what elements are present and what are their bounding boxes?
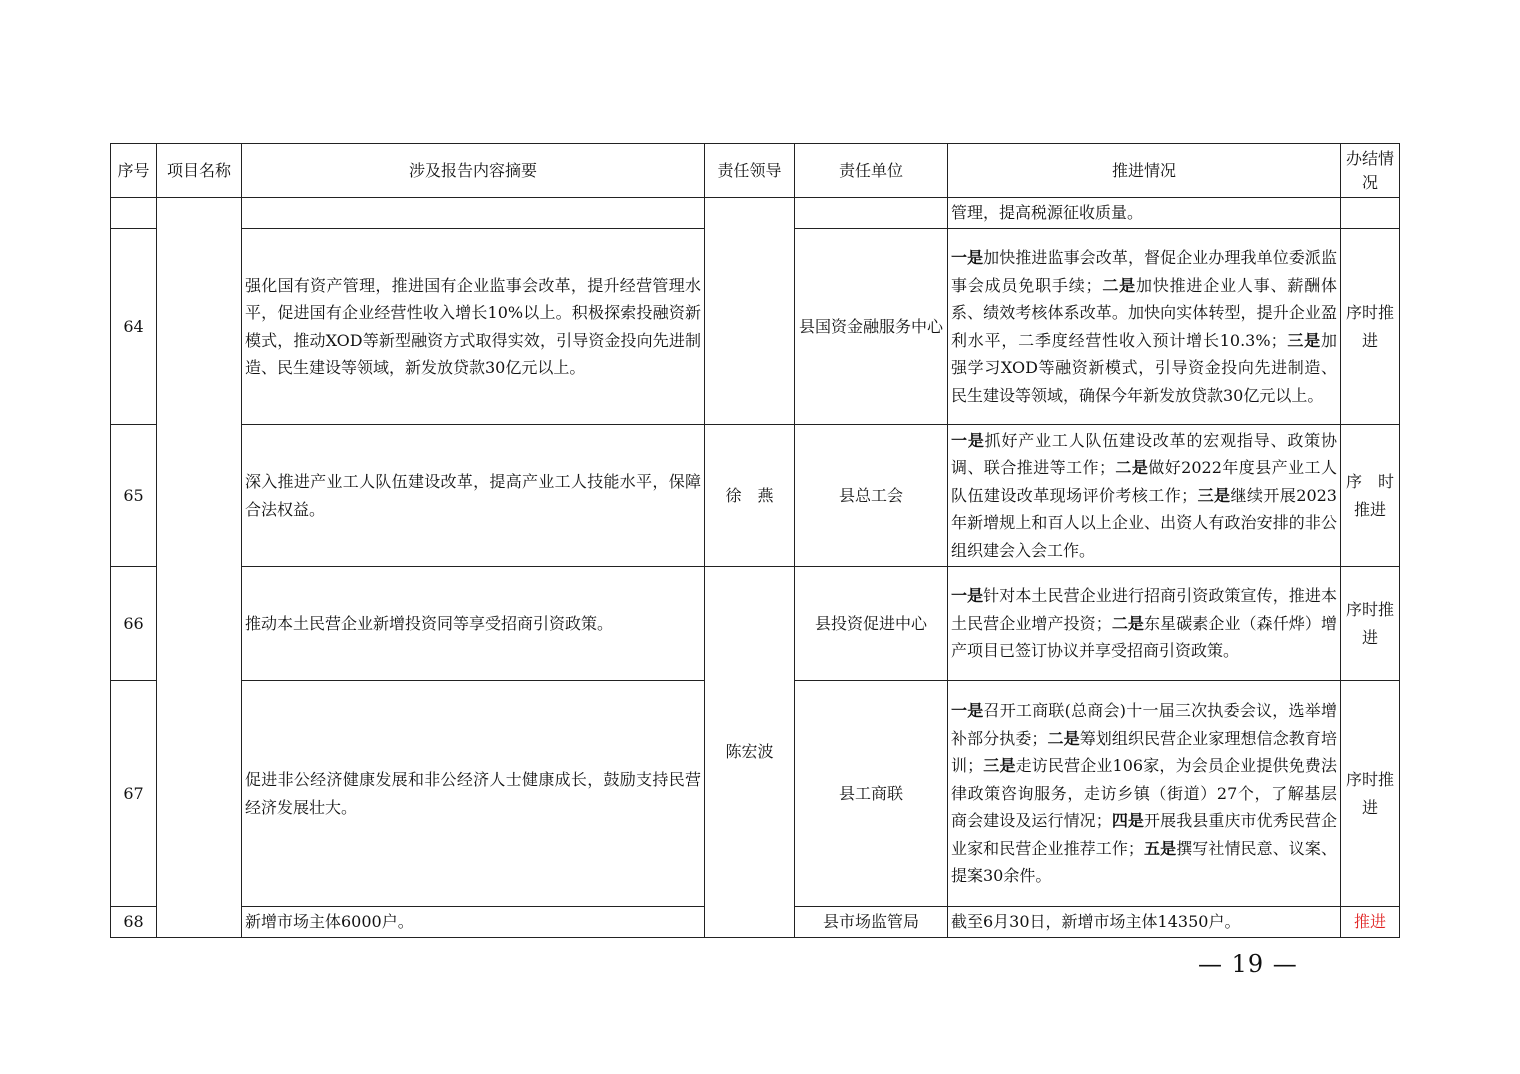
keyword: 二是: [1101, 275, 1136, 295]
progress-text: 开展我县重庆市优秀民营企业家和民营企业推荐工作；: [951, 811, 1337, 858]
keyword: 四是: [1111, 811, 1145, 831]
table-row: [111, 198, 1400, 229]
status-cell: 推进: [1341, 907, 1400, 938]
header-row: [111, 144, 1400, 198]
seq-cell: 65: [111, 425, 157, 567]
summary-cell: 促进非公经济健康发展和非公经济人士健康成长，鼓励支持民营经济发展壮大。: [242, 681, 705, 907]
summary-cell: 新增市场主体6000户。: [242, 907, 705, 938]
progress-cell: 截至6月30日，新增市场主体14350户。: [948, 907, 1341, 938]
keyword: 三是: [1286, 330, 1321, 350]
seq-cell: 64: [111, 229, 157, 425]
table-row: [111, 567, 1400, 681]
seq-cell: 66: [111, 567, 157, 681]
unit-cell: 县国资金融服务中心: [795, 229, 948, 425]
summary-cell: [242, 198, 705, 229]
keyword: 三是: [1197, 485, 1231, 505]
progress-cell: [948, 681, 1341, 907]
keyword: 一是: [951, 430, 985, 450]
status-cell: [1341, 198, 1400, 229]
keyword: 二是: [1047, 728, 1080, 748]
progress-cell: [948, 229, 1341, 425]
summary-cell: 推动本土民营企业新增投资同等享受招商引资政策。: [242, 567, 705, 681]
seq-cell: 68: [111, 907, 157, 938]
status-cell: 序 时推进: [1341, 425, 1400, 567]
summary-cell: 深入推进产业工人队伍建设改革，提高产业工人技能水平，保障合法权益。: [242, 425, 705, 567]
leader-cell: [705, 198, 795, 425]
progress-text: 加快推进监事会改革，督促企业办理我单位委派监事会成员免职手续；: [951, 248, 1337, 295]
progress-text: 针对本土民营企业进行招商引资政策宣传，推进本土民营企业增产投资；: [951, 586, 1337, 633]
status-cell: 序时推进: [1341, 229, 1400, 425]
unit-cell: [795, 198, 948, 229]
header-unit: 责任单位: [795, 144, 948, 198]
progress-text: 抓好产业工人队伍建设改革的宏观指导、政策协调、联合推进等工作；: [951, 430, 1337, 478]
progress-text: 走访民营企业106家，为会员企业提供免费法律政策咨询服务，走访乡镇（街道）27个，了解基层商会建设及运行情况；: [951, 756, 1337, 831]
seq-cell: 67: [111, 681, 157, 907]
seq-cell: [111, 198, 157, 229]
progress-text: 东星碳素企业（森仟烨）增产项目已签订协议并享受招商引资政策。: [951, 613, 1337, 661]
header-status: 办结情况: [1341, 144, 1400, 198]
header-summary: 涉及报告内容摘要: [242, 144, 705, 198]
keyword: 一是: [951, 586, 984, 606]
header-seq: 序号: [111, 144, 157, 198]
header-progress: 推进情况: [948, 144, 1341, 198]
progress-text: 加强学习XOD等融资新模式，引导资金投向先进制造、民生建设等领域，确保今年新发放贷款30亿元以上。: [951, 330, 1337, 405]
keyword: 一是: [951, 248, 984, 267]
progress-text: 筹划组织民营企业家理想信念教育培训；: [951, 728, 1337, 776]
project-cell: [157, 198, 242, 938]
unit-cell: 县总工会: [795, 425, 948, 567]
header-leader: 责任领导: [705, 144, 795, 198]
keyword: 二是: [1114, 458, 1149, 478]
keyword: 二是: [1111, 613, 1145, 633]
progress-text: 撰写社情民意、议案、提案30余件。: [951, 838, 1337, 886]
summary-cell: 强化国有资产管理，推进国有企业监事会改革，提升经营管理水平，促进国有企业经营性收入增长10%以上。积极探索投融资新模式，推动XOD等新型融资方式取得实效，引导资金投向先进制造、民生建设等领域，新发放贷款30亿元以上。: [242, 229, 705, 425]
unit-cell: 县市场监管局: [795, 907, 948, 938]
leader-cell: 徐 燕: [705, 425, 795, 567]
page-number: — 19 —: [1198, 950, 1298, 978]
progress-cell: [948, 425, 1341, 567]
unit-cell: 县工商联: [795, 681, 948, 907]
progress-cell: [948, 567, 1341, 681]
status-cell: 序时推进: [1341, 567, 1400, 681]
keyword: 三是: [983, 756, 1016, 776]
keyword: 五是: [1143, 838, 1177, 858]
progress-text: 召开工商联(总商会)十一届三次执委会议，选举增补部分执委；: [951, 701, 1337, 748]
progress-text: 做好2022年度县产业工人队伍建设改革现场评价考核工作；: [951, 458, 1337, 505]
progress-text: 加快推进企业人事、薪酬体系、绩效考核体系改革。加快向实体转型，提升企业盈利水平，二季度经营性收入预计增长10.3%；: [951, 275, 1337, 350]
progress-cell: 管理，提高税源征收质量。: [948, 198, 1341, 229]
status-cell: 序时推进: [1341, 681, 1400, 907]
header-project: 项目名称: [157, 144, 242, 198]
report-table: [110, 143, 1400, 938]
keyword: 一是: [951, 701, 984, 721]
progress-text: 继续开展2023年新增规上和百人以上企业、出资人有政治安排的非公组织建会入会工作。: [951, 485, 1337, 560]
unit-cell: 县投资促进中心: [795, 567, 948, 681]
table-row: [111, 425, 1400, 567]
leader-cell: 陈宏波: [705, 567, 795, 938]
